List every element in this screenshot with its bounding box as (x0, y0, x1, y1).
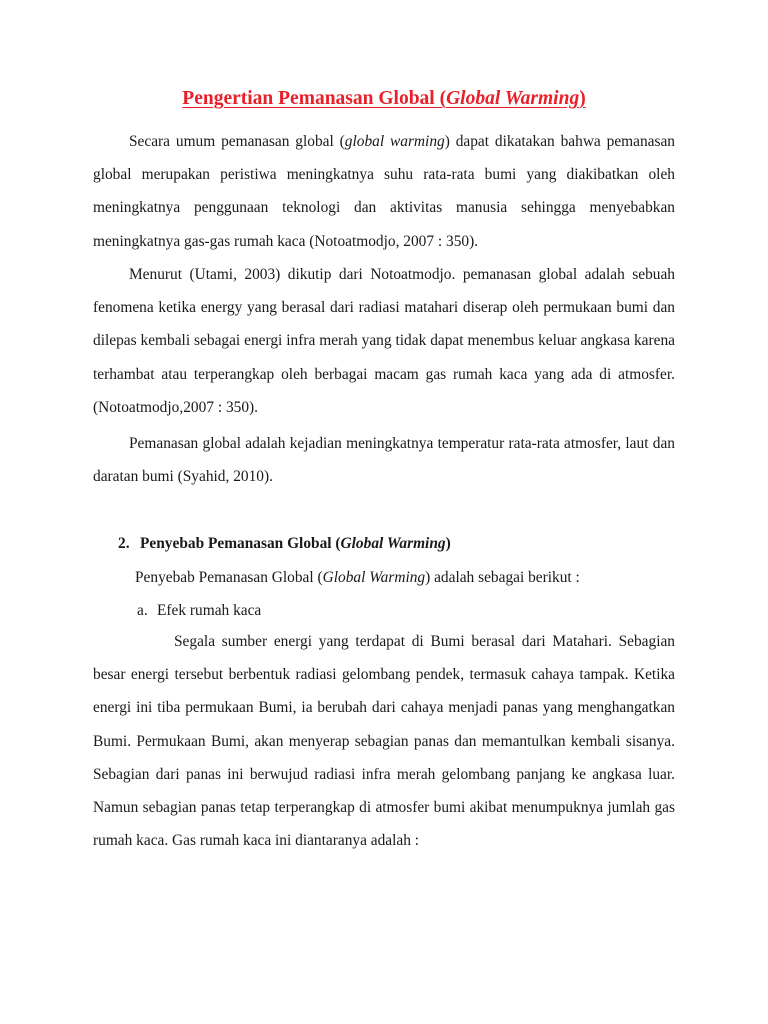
section-intro-suffix: ) adalah sebagai berikut : (425, 569, 580, 586)
paragraph-definition-3 (93, 427, 675, 493)
paragraph-1-part1: Secara umum pemanasan global ( (129, 133, 345, 150)
paragraph-definition-2 (93, 258, 675, 424)
title-prefix: Pengertian Pemanasan Global ( (182, 88, 447, 109)
section-intro-italic: Global Warming (322, 569, 426, 586)
section-heading-penyebab (118, 529, 451, 559)
section-heading-italic: Global Warming (340, 535, 446, 552)
subsection-a-letter: a. (137, 602, 148, 619)
paragraph-definition-1 (93, 125, 675, 258)
title-italic: Global Warming (446, 88, 580, 109)
subsection-a-heading (137, 596, 261, 626)
title-suffix: ) (579, 88, 586, 109)
paragraph-efek-rumah-kaca (93, 625, 675, 857)
paragraph-3-text: Pemanasan global adalah kejadian meningkatnya temperatur rata-rata atmosfer, laut dan daratan bumi (Syahid, 2010). (93, 435, 675, 486)
subsection-a-text: Segala sumber energi yang terdapat di Bumi berasal dari Matahari. Sebagian besar energi tersebut berbentuk radiasi gelombang pendek, termasuk cahaya tampak. Ketika energi ini tiba permukaan Bumi, ia berubah dari cahaya menjadi panas yang menghangatkan Bumi. Permukaan Bumi, akan menyerap sebagian panas dan memantulkan kembali sisanya. Sebagian dari panas ini berwujud radiasi infra merah gelombang panjang ke angkasa luar. Namun sebagian panas tetap terperangkap di atmosfer bumi akibat menumpuknya jumlah gas rumah kaca. Gas rumah kaca ini diantaranya adalah : (93, 633, 675, 850)
section-heading-prefix: Penyebab Pemanasan Global ( (140, 535, 341, 552)
subsection-a-label: Efek rumah kaca (157, 602, 262, 619)
section-intro (135, 563, 580, 593)
section-number: 2. (118, 535, 130, 552)
page-title (0, 86, 768, 112)
paragraph-2-text: Menurut (Utami, 2003) dikutip dari Notoatmodjo. pemanasan global adalah sebuah fenomena ketika energy yang berasal dari radiasi matahari diserap oleh permukaan bumi dan dilepas kembali sebagai energi infra merah yang tidak dapat menembus keluar angkasa karena terhambat atau terperangkap oleh berbagai macam gas rumah kaca yang ada di atmosfer. (Notoatmodjo,2007 : 350). (93, 266, 675, 416)
paragraph-1-part2: ) dapat dikatakan bahwa pemanasan global merupakan peristiwa meningkatnya suhu rata-rata bumi yang diakibatkan oleh meningkatnya penggunaan teknologi dan aktivitas manusia sehingga menyebabkan meningkatnya gas-gas rumah kaca (Notoatmodjo, 2007 : 350). (93, 133, 675, 250)
section-intro-prefix: Penyebab Pemanasan Global ( (135, 569, 323, 586)
paragraph-1-italic: global warming (344, 133, 445, 150)
section-heading-suffix: ) (445, 535, 451, 552)
